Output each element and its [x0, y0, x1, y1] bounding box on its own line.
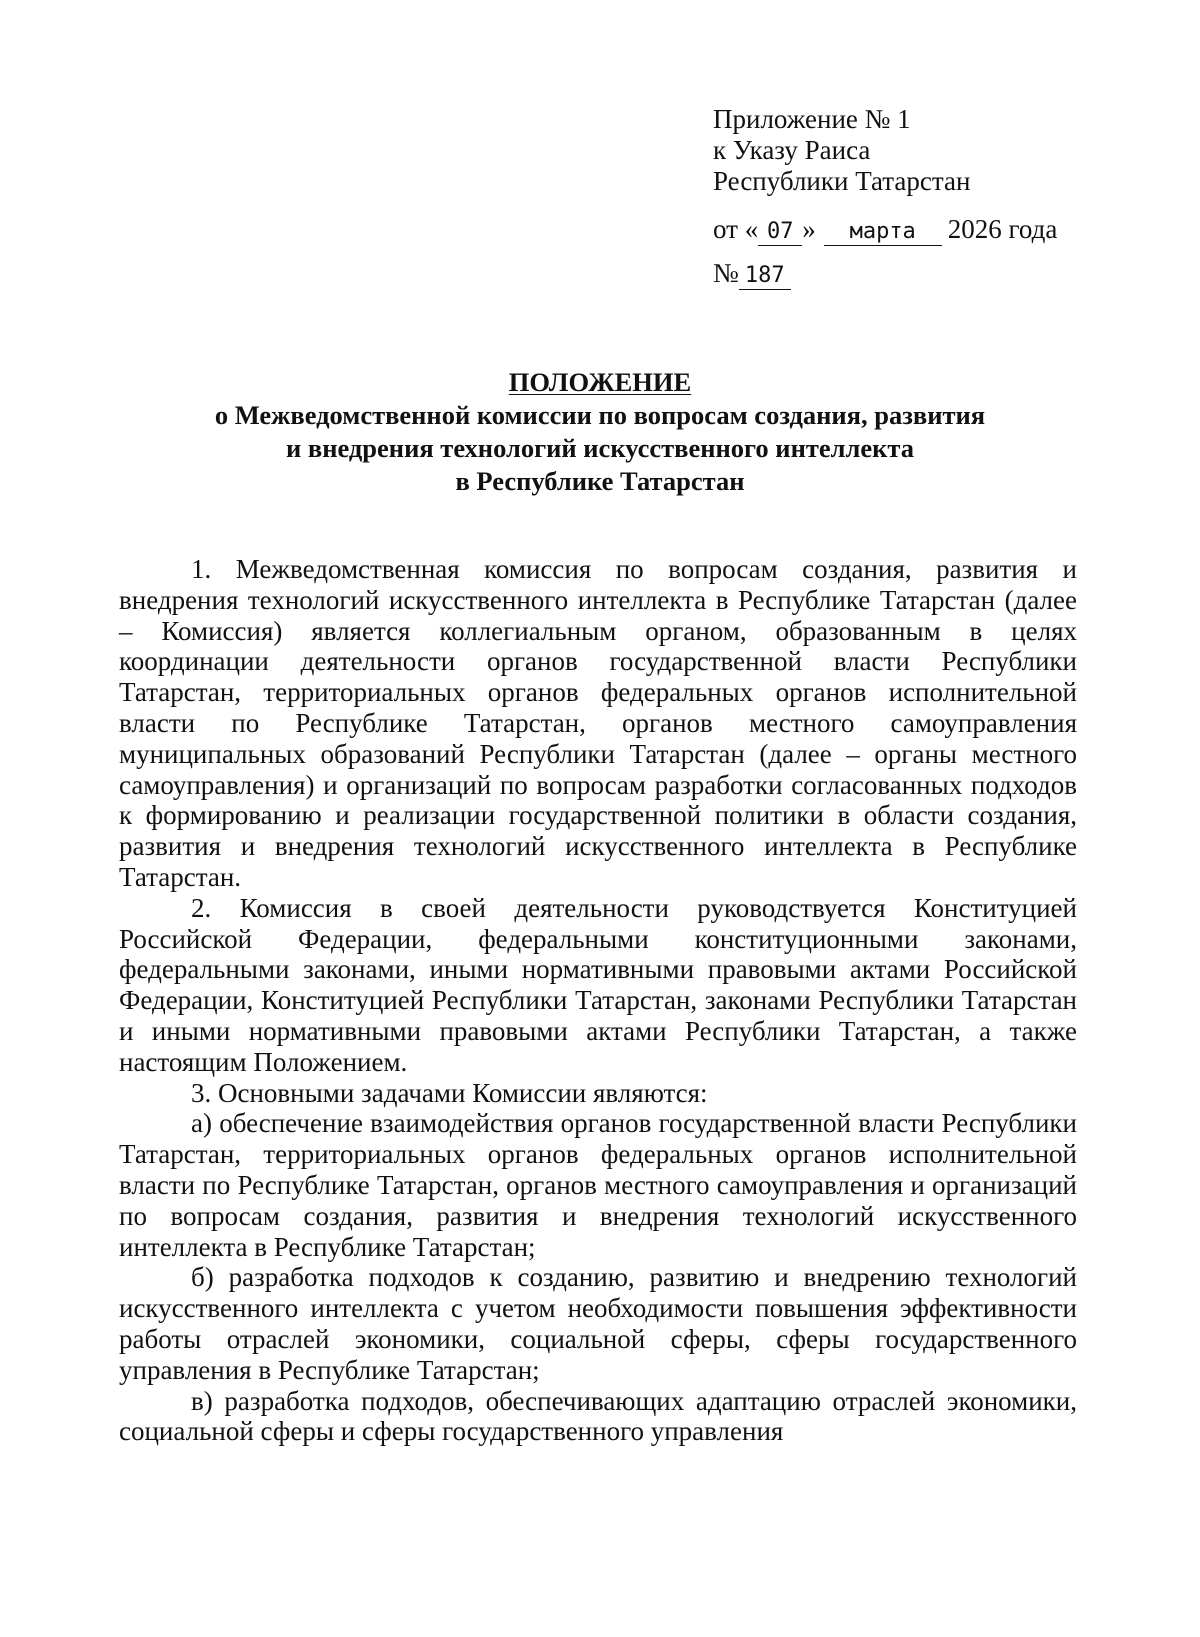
date-close-quote: » [802, 214, 816, 244]
number-value: 187 [739, 263, 791, 290]
date-prefix: от « [713, 214, 759, 244]
paragraph-1: 1. Межведомственная комиссия по вопросам создания, развития и внедрения технологий искусственного интеллекта в Республике Татарстан (далее – Комиссия) является коллегиальным органом, образованным в целях координации деятельности органов государственной власти Республики Татарстан, территориальных органов федеральных органов исполнительной власти по Республике Татарстан, органов местного самоуправления муниципальных образований Республики Татарстан (далее – органы местного самоуправления) и организаций по вопросам разработки согласованных подходов к формированию и реализации государственной политики в области создания, развития и внедрения технологий искусственного интеллекта в Республике Татарстан. [119, 554, 1077, 892]
appendix-decree-ref: к Указу Раиса [713, 135, 871, 165]
title-line-1: о Межведомственной комиссии по вопросам создания, развития [214, 400, 986, 430]
title-line-2: и внедрения технологий искусственного интеллекта [286, 433, 914, 463]
paragraph-2: 2. Комиссия в своей деятельности руководствуется Конституцией Российской Федерации, федеральными конституционными законами, федеральными законами, иными нормативными правовыми актами Российской Федерации, Конституцией Республики Татарстан, законами Республики Татарстан и иными нормативными правовыми актами Республики Татарстан, а также настоящим Положением. [119, 892, 1077, 1077]
document-body [119, 554, 1077, 1447]
date-month: марта [824, 219, 942, 246]
paragraph-3: 3. Основными задачами Комиссии являются: [191, 1077, 708, 1108]
decree-number [713, 258, 1133, 290]
appendix-republic: Республики Татарстан [713, 166, 971, 196]
appendix-title: Приложение № 1 [713, 104, 911, 134]
number-prefix: № [713, 258, 739, 288]
date-day: 07 [758, 219, 802, 246]
paragraph-3b: б) разработка подходов к созданию, развитию и внедрению технологий искусственного интеллекта с учетом необходимости повышения эффективности работы отраслей экономики, социальной сферы, сферы государственного управления в Республике Татарстан; [119, 1262, 1077, 1385]
paragraph-3a: а) обеспечение взаимодействия органов государственной власти Республики Татарстан, территориальных органов федеральных органов исполнительной власти по Республике Татарстан, органов местного самоуправления и организаций по вопросам создания, развития и внедрения технологий искусственного интеллекта в Республике Татарстан; [119, 1108, 1077, 1262]
decree-date [713, 214, 1133, 246]
document-title [120, 366, 1080, 498]
paragraph-3c: в) разработка подходов, обеспечивающих адаптацию отраслей экономики, социальной сферы и сферы государственного управления [119, 1385, 1077, 1447]
title-heading: ПОЛОЖЕНИЕ [508, 367, 692, 397]
title-line-3: в Республике Татарстан [455, 466, 745, 496]
date-year: 2026 года [947, 214, 1058, 244]
appendix-block [713, 104, 1133, 290]
